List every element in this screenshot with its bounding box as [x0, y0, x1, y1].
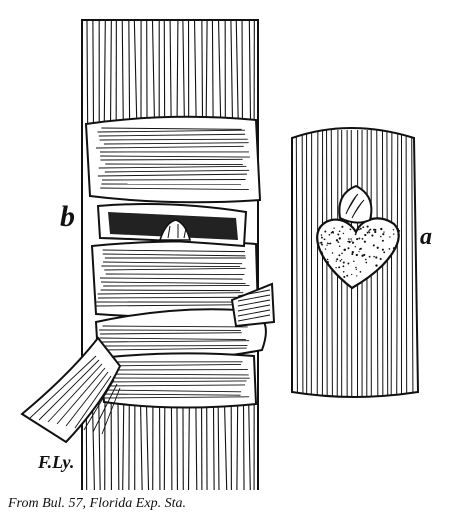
label-b: b — [60, 200, 75, 233]
artist-signature: F.Ly. — [38, 452, 75, 472]
figure-caption: From Bul. 57, Florida Exp. Sta. — [8, 496, 186, 511]
bark-strip — [292, 128, 418, 400]
label-a: a — [420, 224, 432, 250]
